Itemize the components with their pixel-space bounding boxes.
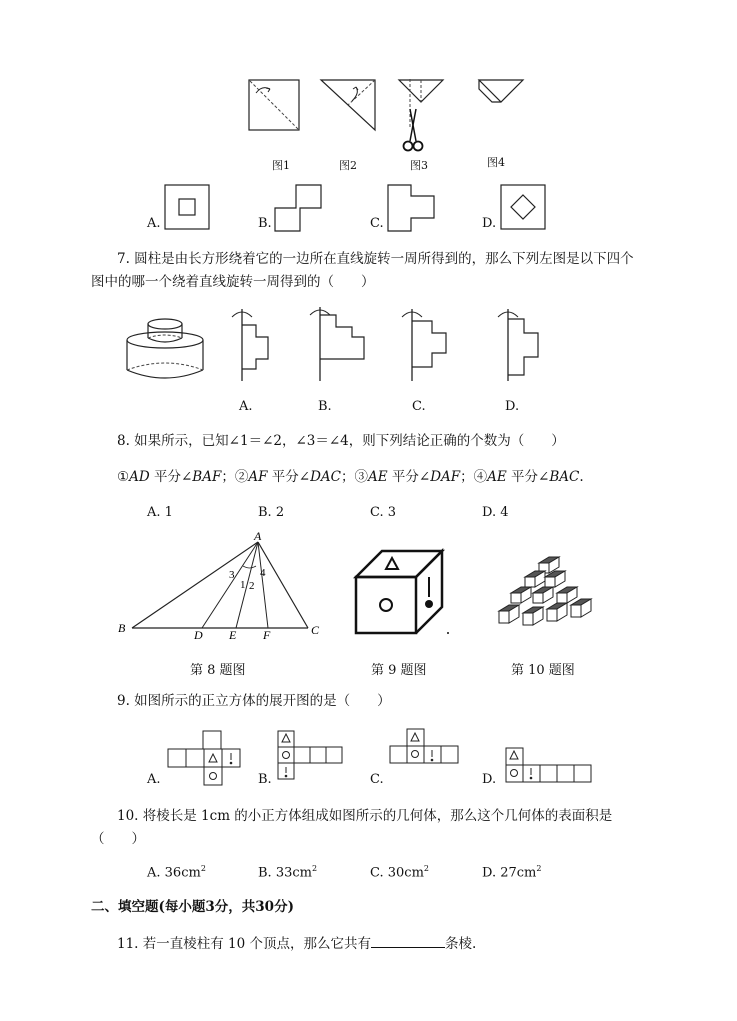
caption-q8: 第 8 题图 bbox=[190, 663, 246, 678]
q10-option-b[interactable]: B. $33cm^2$ bbox=[258, 864, 318, 881]
q7-option-c-shape bbox=[398, 305, 460, 383]
fold-figure-2 bbox=[320, 79, 376, 131]
q8-statements: ①AD 平分∠BAF；②AF 平分∠DAC；③AE 平分∠DAF；④AE 平分∠BAC. bbox=[117, 469, 584, 485]
q11-answer-blank[interactable] bbox=[371, 934, 445, 948]
q7-text-line2: 图中的哪一个绕着直线旋转一周得到的（ ） bbox=[91, 274, 375, 290]
fold-caption-3: 图3 bbox=[410, 159, 428, 172]
q10-option-d[interactable]: D. $27cm^2$ bbox=[482, 864, 542, 881]
q10-option-c[interactable]: C. $30cm^2$ bbox=[370, 864, 429, 881]
caption-q9: 第 9 题图 bbox=[371, 663, 427, 678]
q8-option-d[interactable]: D. 4 bbox=[482, 505, 509, 520]
q8-text: 8. 如果所示，已知∠1＝∠2，∠3＝∠4，则下列结论正确的个数为（ ） bbox=[117, 433, 565, 449]
fold-figure-3 bbox=[398, 79, 444, 155]
q6-option-d-label[interactable]: D. bbox=[482, 216, 497, 231]
q6-option-b-shape bbox=[274, 184, 322, 232]
q7-option-b[interactable]: B. bbox=[318, 399, 332, 414]
q9-option-c-net bbox=[389, 728, 459, 788]
q6-option-b-label[interactable]: B. bbox=[258, 216, 272, 231]
q9-option-a[interactable]: A. bbox=[147, 772, 161, 787]
q8-triangle-figure bbox=[118, 529, 328, 642]
q9-option-c[interactable]: C. bbox=[370, 772, 384, 787]
q7-option-b-shape bbox=[306, 303, 368, 383]
triangle-label-e: E bbox=[229, 628, 237, 642]
q7-option-a[interactable]: A. bbox=[239, 399, 253, 414]
scissors-icon bbox=[404, 109, 423, 151]
angle-label-3: 3 bbox=[229, 569, 235, 581]
q7-option-a-shape bbox=[228, 305, 278, 383]
q7-stacked-cylinder bbox=[124, 318, 206, 382]
q6-option-c-label[interactable]: C. bbox=[370, 216, 384, 231]
q9-option-d[interactable]: D. bbox=[482, 772, 497, 787]
q7-option-d[interactable]: D. bbox=[505, 399, 520, 414]
q9-text: 9. 如图所示的正立方体的展开图的是（ ） bbox=[117, 693, 391, 709]
q7-option-c[interactable]: C. bbox=[412, 399, 426, 414]
triangle-label-a: A bbox=[254, 529, 262, 543]
q6-option-a-shape bbox=[164, 184, 210, 230]
q9-option-b[interactable]: B. bbox=[258, 772, 272, 787]
fold-caption-1: 图1 bbox=[272, 159, 290, 172]
q6-option-d-shape bbox=[500, 184, 546, 230]
q7-text-line1: 7. 圆柱是由长方形绕着它的一边所在直线旋转一周所得到的，那么下列左图是以下四个 bbox=[117, 251, 634, 267]
q8-option-c[interactable]: C. 3 bbox=[370, 505, 397, 520]
triangle-label-d: D bbox=[194, 628, 203, 642]
fold-figure-1 bbox=[248, 79, 300, 131]
q10-option-a[interactable]: A. $36cm^2$ bbox=[147, 864, 206, 881]
q6-option-c-shape bbox=[387, 184, 435, 232]
triangle-label-f: F bbox=[263, 628, 271, 642]
q10-text-line1: 10. 将棱长是 1cm 的小正方体组成如图所示的几何体，那么这个几何体的表面积是 bbox=[117, 808, 613, 824]
q9-cube-figure bbox=[352, 547, 452, 637]
triangle-label-b: B bbox=[118, 621, 126, 635]
angle-label-2: 2 bbox=[249, 580, 255, 592]
q8-option-a[interactable]: A. 1 bbox=[147, 505, 173, 520]
fold-figure-4 bbox=[478, 79, 524, 107]
section2-title: 二、填空题(每小题3分，共30分) bbox=[91, 899, 294, 915]
fold-caption-4: 图4 bbox=[487, 156, 505, 169]
angle-label-1: 1 bbox=[240, 579, 246, 591]
angle-label-4: 4 bbox=[260, 567, 266, 579]
q10-stacked-cubes-figure bbox=[497, 555, 593, 635]
q10-text-line2: （ ） bbox=[91, 831, 145, 847]
q11-text: 11. 若一直棱柱有 10 个顶点，那么它共有 条棱. bbox=[117, 936, 477, 952]
q8-option-b[interactable]: B. 2 bbox=[258, 505, 285, 520]
q6-option-a-label[interactable]: A. bbox=[147, 216, 161, 231]
q9-option-b-net bbox=[277, 730, 343, 786]
q9-option-d-net bbox=[505, 747, 597, 785]
q7-option-d-shape bbox=[494, 305, 548, 383]
fold-caption-2: 图2 bbox=[339, 159, 357, 172]
triangle-label-c: C bbox=[311, 623, 320, 637]
caption-q10: 第 10 题图 bbox=[511, 663, 575, 678]
q9-option-a-net bbox=[167, 730, 243, 786]
